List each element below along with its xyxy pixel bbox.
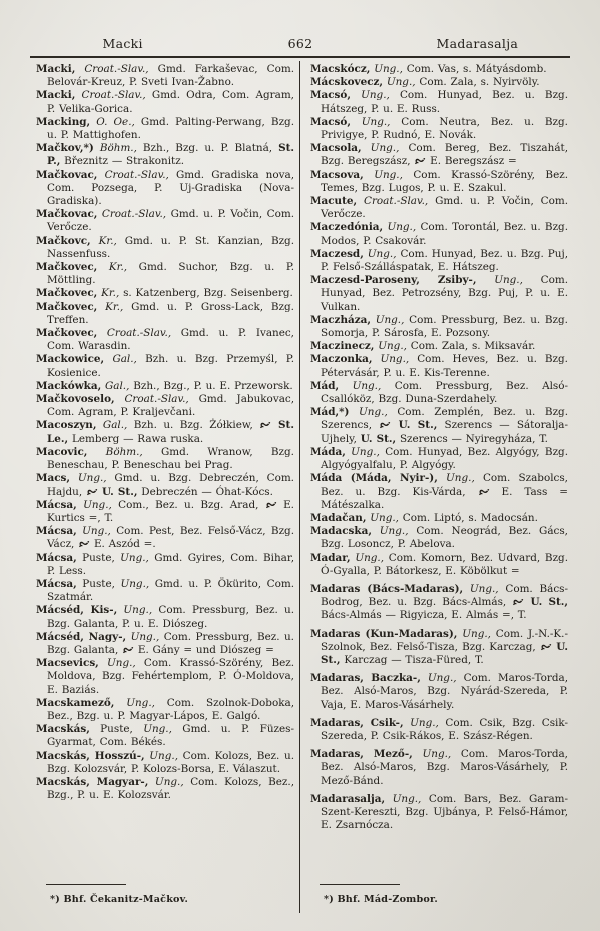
header-keyword-right: Madarasalja — [436, 36, 519, 51]
footnote-text: *) Bhf. Mád-Zombor. — [324, 894, 438, 905]
gazetteer-entry: Mackowice, Gal., Bzh. u. Bzg. Przemyśl, P. Kosienice. — [36, 353, 294, 379]
page-number: 662 — [287, 36, 313, 51]
gazetteer-entry: Madacska, Ung., Com. Neográd, Bez. Gács, Bzg. Losoncz, P. Abelova. — [310, 525, 568, 551]
gazetteer-entry: Mačkov,*) Böhm., Bzh., Bzg. u. P. Blatná, St. P., Březnitz — Strakonitz. — [36, 142, 294, 168]
gazetteer-entry: Maczinecz, Ung., Com. Zala, s. Miksavár. — [310, 340, 536, 353]
gazetteer-entry: Macskás, Hosszú-, Ung., Com. Kolozs, Bez. u. Bzg. Kolozsvár, P. Kolozs-Borsa, E. Válaszut. — [36, 749, 294, 775]
gazetteer-entry: Mácséd, Kis-, Ung., Com. Pressburg, Bez. u. Bzg. Galanta, P. u. E. Diószeg. — [36, 604, 294, 630]
gazetteer-entry: Macs, Ung., Gmd. u. Bzg. Debreczén, Com. Hajdu, U. St., Debreczén — Óhat-Kócs. — [36, 472, 294, 498]
gazetteer-entry: Mácskovecz, Ung., Com. Zala, s. Nyirvöly. — [310, 76, 540, 89]
gazetteer-entry: Mačkovec, Kr., s. Katzenberg, Bzg. Seisenberg. — [36, 287, 293, 300]
gazetteer-entry: Mácsa, Puste, Ung., Gmd. Gyires, Com. Bihar, P. Less. — [36, 551, 294, 577]
gazetteer-entry: Maczesd-Paroseny, Zsiby-, Ung., Com. Hunyad, Bez. Petrozsény, Bzg. Puj, P. u. E. Vulkan. — [310, 274, 568, 313]
gazetteer-entry: Madačan, Ung., Com. Liptó, s. Madocsán. — [310, 511, 538, 524]
gazetteer-entry: Madaras, Mező-, Ung., Com. Maros-Torda, Bez. Alsó-Maros, Bzg. Maros-Vásárhely, P. Mező-Bánd. — [310, 748, 568, 787]
posthorn-icon — [379, 421, 391, 429]
text-columns — [27, 61, 573, 913]
gazetteer-entry: Macute, Croat.-Slav., Gmd. u. P. Vočin, Com. Verőcze. — [310, 195, 568, 221]
gazetteer-entry: Maczesd, Ung., Com. Hunyad, Bez. u. Bzg. Puj, P. Felső-Szálláspatak, E. Hátszeg. — [310, 247, 568, 274]
footnote — [310, 884, 568, 905]
gazetteer-entry: Mačkovac, Croat.-Slav., Gmd. u. P. Vočin, Com. Verőcze. — [36, 208, 294, 234]
gazetteer-entry: Macovic, Böhm., Gmd. Wranow, Bzg. Beneschau, P. Beneschau bei Prag. — [36, 445, 294, 472]
footnote — [36, 884, 294, 905]
gazetteer-entry: Macskás, Magyar-, Ung., Com. Kolozs, Bez., Bzg., P. u. E. Kolozsvár. — [36, 775, 294, 802]
posthorn-icon — [414, 157, 426, 165]
page-header — [0, 0, 600, 56]
gazetteer-entry: Mácséd, Nagy-, Ung., Com. Pressburg, Bez. u. Bzg. Galanta, E. Gány = und Diószeg = — [36, 630, 294, 656]
gazetteer-entry: Macsola, Ung., Com. Bereg, Bez. Tiszahát, Bzg. Beregszász, E. Beregszász = — [310, 142, 568, 168]
gazetteer-entry: Mačkovec, Croat.-Slav., Gmd. u. P. Ivanec, Com. Warasdin. — [36, 327, 294, 353]
posthorn-icon — [259, 421, 271, 429]
gazetteer-entry: Macsó, Ung., Com. Hunyad, Bez. u. Bzg. Hátszeg, P. u. E. Russ. — [310, 89, 568, 115]
gazetteer-entry: Mácsa, Puste, Ung., Gmd. u. P. Ökürito, Com. Szatmár. — [36, 577, 294, 604]
gazetteer-entry: Mád,*) Ung., Com. Zemplén, Bez. u. Bzg. Szerencs, U. St., Szerencs — Sátoralja-Ujhely, U. St., Szerencs — Nyiregyháza, T. — [310, 406, 568, 445]
gazetteer-entry: Mačkovac, Croat.-Slav., Gmd. Gradiska nova, Com. Pozsega, P. Uj-Gradiska (Nova-Gradiska). — [36, 168, 294, 208]
gazetteer-entry: Macskás, Puste, Ung., Gmd. u. P. Füzes-Gyarmat, Com. Békés. — [36, 723, 295, 749]
posthorn-icon — [540, 643, 552, 651]
gazetteer-entry: Máda, Ung., Com. Hunyad, Bez. Algyógy, Bzg. Algyógyalfalu, P. Algyógy. — [310, 445, 568, 472]
gazetteer-entry: Mačkovc, Kr., Gmd. u. P. St. Kanzian, Bzg. Nassenfuss. — [36, 234, 295, 260]
footnote-text: *) Bhf. Čekanitz-Mačkov. — [50, 894, 189, 905]
gazetteer-entry: Madar, Ung., Com. Komorn, Bez. Udvard, Bzg. Ó-Gyalla, P. Bátorkesz, E. Köbölkut = — [310, 551, 568, 577]
gazetteer-entry: Mácsa, Ung., Com. Pest, Bez. Felső-Vácz, Bzg. Vácz, E. Aszód =. — [36, 525, 294, 551]
gazetteer-entry: Macsova, Ung., Com. Krassó-Szörény, Bez. Temes, Bzg. Lugos, P. u. E. Szakul. — [310, 168, 568, 194]
gazetteer-entry: Macskamező, Ung., Com. Szolnok-Doboka, Bez., Bzg. u. P. Magyar-Lápos, E. Galgó. — [36, 696, 295, 722]
header-keyword-left: Macki — [102, 36, 143, 51]
header-rule — [30, 56, 570, 58]
posthorn-icon — [512, 598, 524, 606]
posthorn-icon — [265, 501, 277, 509]
gazetteer-entry: Mád, Ung., Com. Pressburg, Bez. Alsó-Csallóköz, Bzg. Duna-Szerdahely. — [310, 379, 568, 406]
gazetteer-entry: Macskócz, Ung., Com. Vas, s. Mátyásdomb. — [310, 63, 547, 75]
gazetteer-entry: Macki, Croat.-Slav., Gmd. Odra, Com. Agram, P. Velika-Gorica. — [36, 89, 294, 115]
gazetteer-entry: Mačkovec, Kr., Gmd. Suchor, Bzg. u. P. Möttling. — [36, 261, 295, 287]
posthorn-icon — [122, 646, 134, 654]
posthorn-icon — [478, 488, 490, 496]
gazetteer-entry: Mačkovec, Kr., Gmd. u. P. Gross-Lack, Bzg. Treffen. — [36, 300, 294, 326]
gazetteer-entry: Mačkovoselo, Croat.-Slav., Gmd. Jabukovac, Com. Agram, P. Kraljevčani. — [36, 393, 295, 419]
posthorn-icon — [78, 540, 90, 548]
gazetteer-entry: Maczedónia, Ung., Com. Torontál, Bez. u. Bzg. Modos, P. Csakovár. — [310, 221, 568, 247]
gazetteer-entry: Madarasalja, Ung., Com. Bars, Bez. Garam-Szent-Kereszti, Bzg. Ujbánya, P. Felső-Hámor, E. Zsarnócza. — [310, 792, 569, 832]
gazetteer-entry: Madaras, Baczka-, Ung., Com. Maros-Torda, Bez. Alsó-Maros, Bzg. Nyárád-Szereda, P. Vaja, E. Maros-Vásárhely. — [310, 672, 568, 711]
gazetteer-entry: Macki, Croat.-Slav., Gmd. Farkaševac, Com. Belovár-Kreuz, P. Sveti Ivan-Žabno. — [36, 63, 295, 89]
gazetteer-entry: Mackówka, Gal., Bzh., Bzg., P. u. E. Przeworsk. — [36, 379, 293, 392]
gazetteer-entry: Madaras, Csik-, Ung., Com. Csik, Bzg. Csik-Szereda, P. Csik-Rákos, E. Szász-Régen. — [310, 716, 568, 742]
gazetteer-entry: Macsevics, Ung., Com. Krassó-Szörény, Bez. Moldova, Bzg. Fehértemplom, P. Ó-Moldova, E. Baziás. — [36, 657, 295, 696]
gazetteer-entry: Macoszyn, Gal., Bzh. u. Bzg. Żółkiew, St. Le., Lemberg — Rawa ruska. — [36, 419, 294, 445]
gazetteer-entry: Madaras (Bács-Madaras), Ung., Com. Bács-Bodrog, Bez. u. Bzg. Bács-Almás, U. St., Bács-Almás — Rigyicza, E. Almás =, T. — [310, 582, 569, 622]
posthorn-icon — [86, 488, 98, 496]
gazetteer-entry: Madaras (Kun-Madaras), Ung., Com. J.-N.-K.-Szolnok, Bez. Felső-Tisza, Bzg. Karczag, U. St., Karczag — Tisza-Füred, T. — [310, 627, 568, 666]
gazetteer-entry: Mácsa, Ung., Com., Bez. u. Bzg. Arad, E. Kurtics =, T. — [36, 498, 294, 524]
right-column — [299, 61, 573, 913]
gazetteer-entry: Macking, O. Oe., Gmd. Palting-Perwang, Bzg. u. P. Mattighofen. — [36, 115, 294, 142]
left-column — [27, 61, 299, 913]
footnote-rule — [320, 884, 400, 885]
gazetteer-entry: Maczháza, Ung., Com. Pressburg, Bez. u. Bzg. Somorja, P. Sárosfa, E. Pozsony. — [310, 313, 568, 340]
footnote-rule — [46, 884, 126, 885]
gazetteer-entry: Macsó, Ung., Com. Neutra, Bez. u. Bzg. Privigye, P. Rudnó, E. Novák. — [310, 115, 568, 142]
gazetteer-entry: Maczonka, Ung., Com. Heves, Bez. u. Bzg. Pétervásár, P. u. E. Kis-Terenne. — [310, 353, 568, 379]
gazetteer-entry: Máda (Máda, Nyir-), Ung., Com. Szabolcs, Bez. u. Bzg. Kis-Várda, E. Tass = Mátészalka. — [310, 472, 568, 511]
